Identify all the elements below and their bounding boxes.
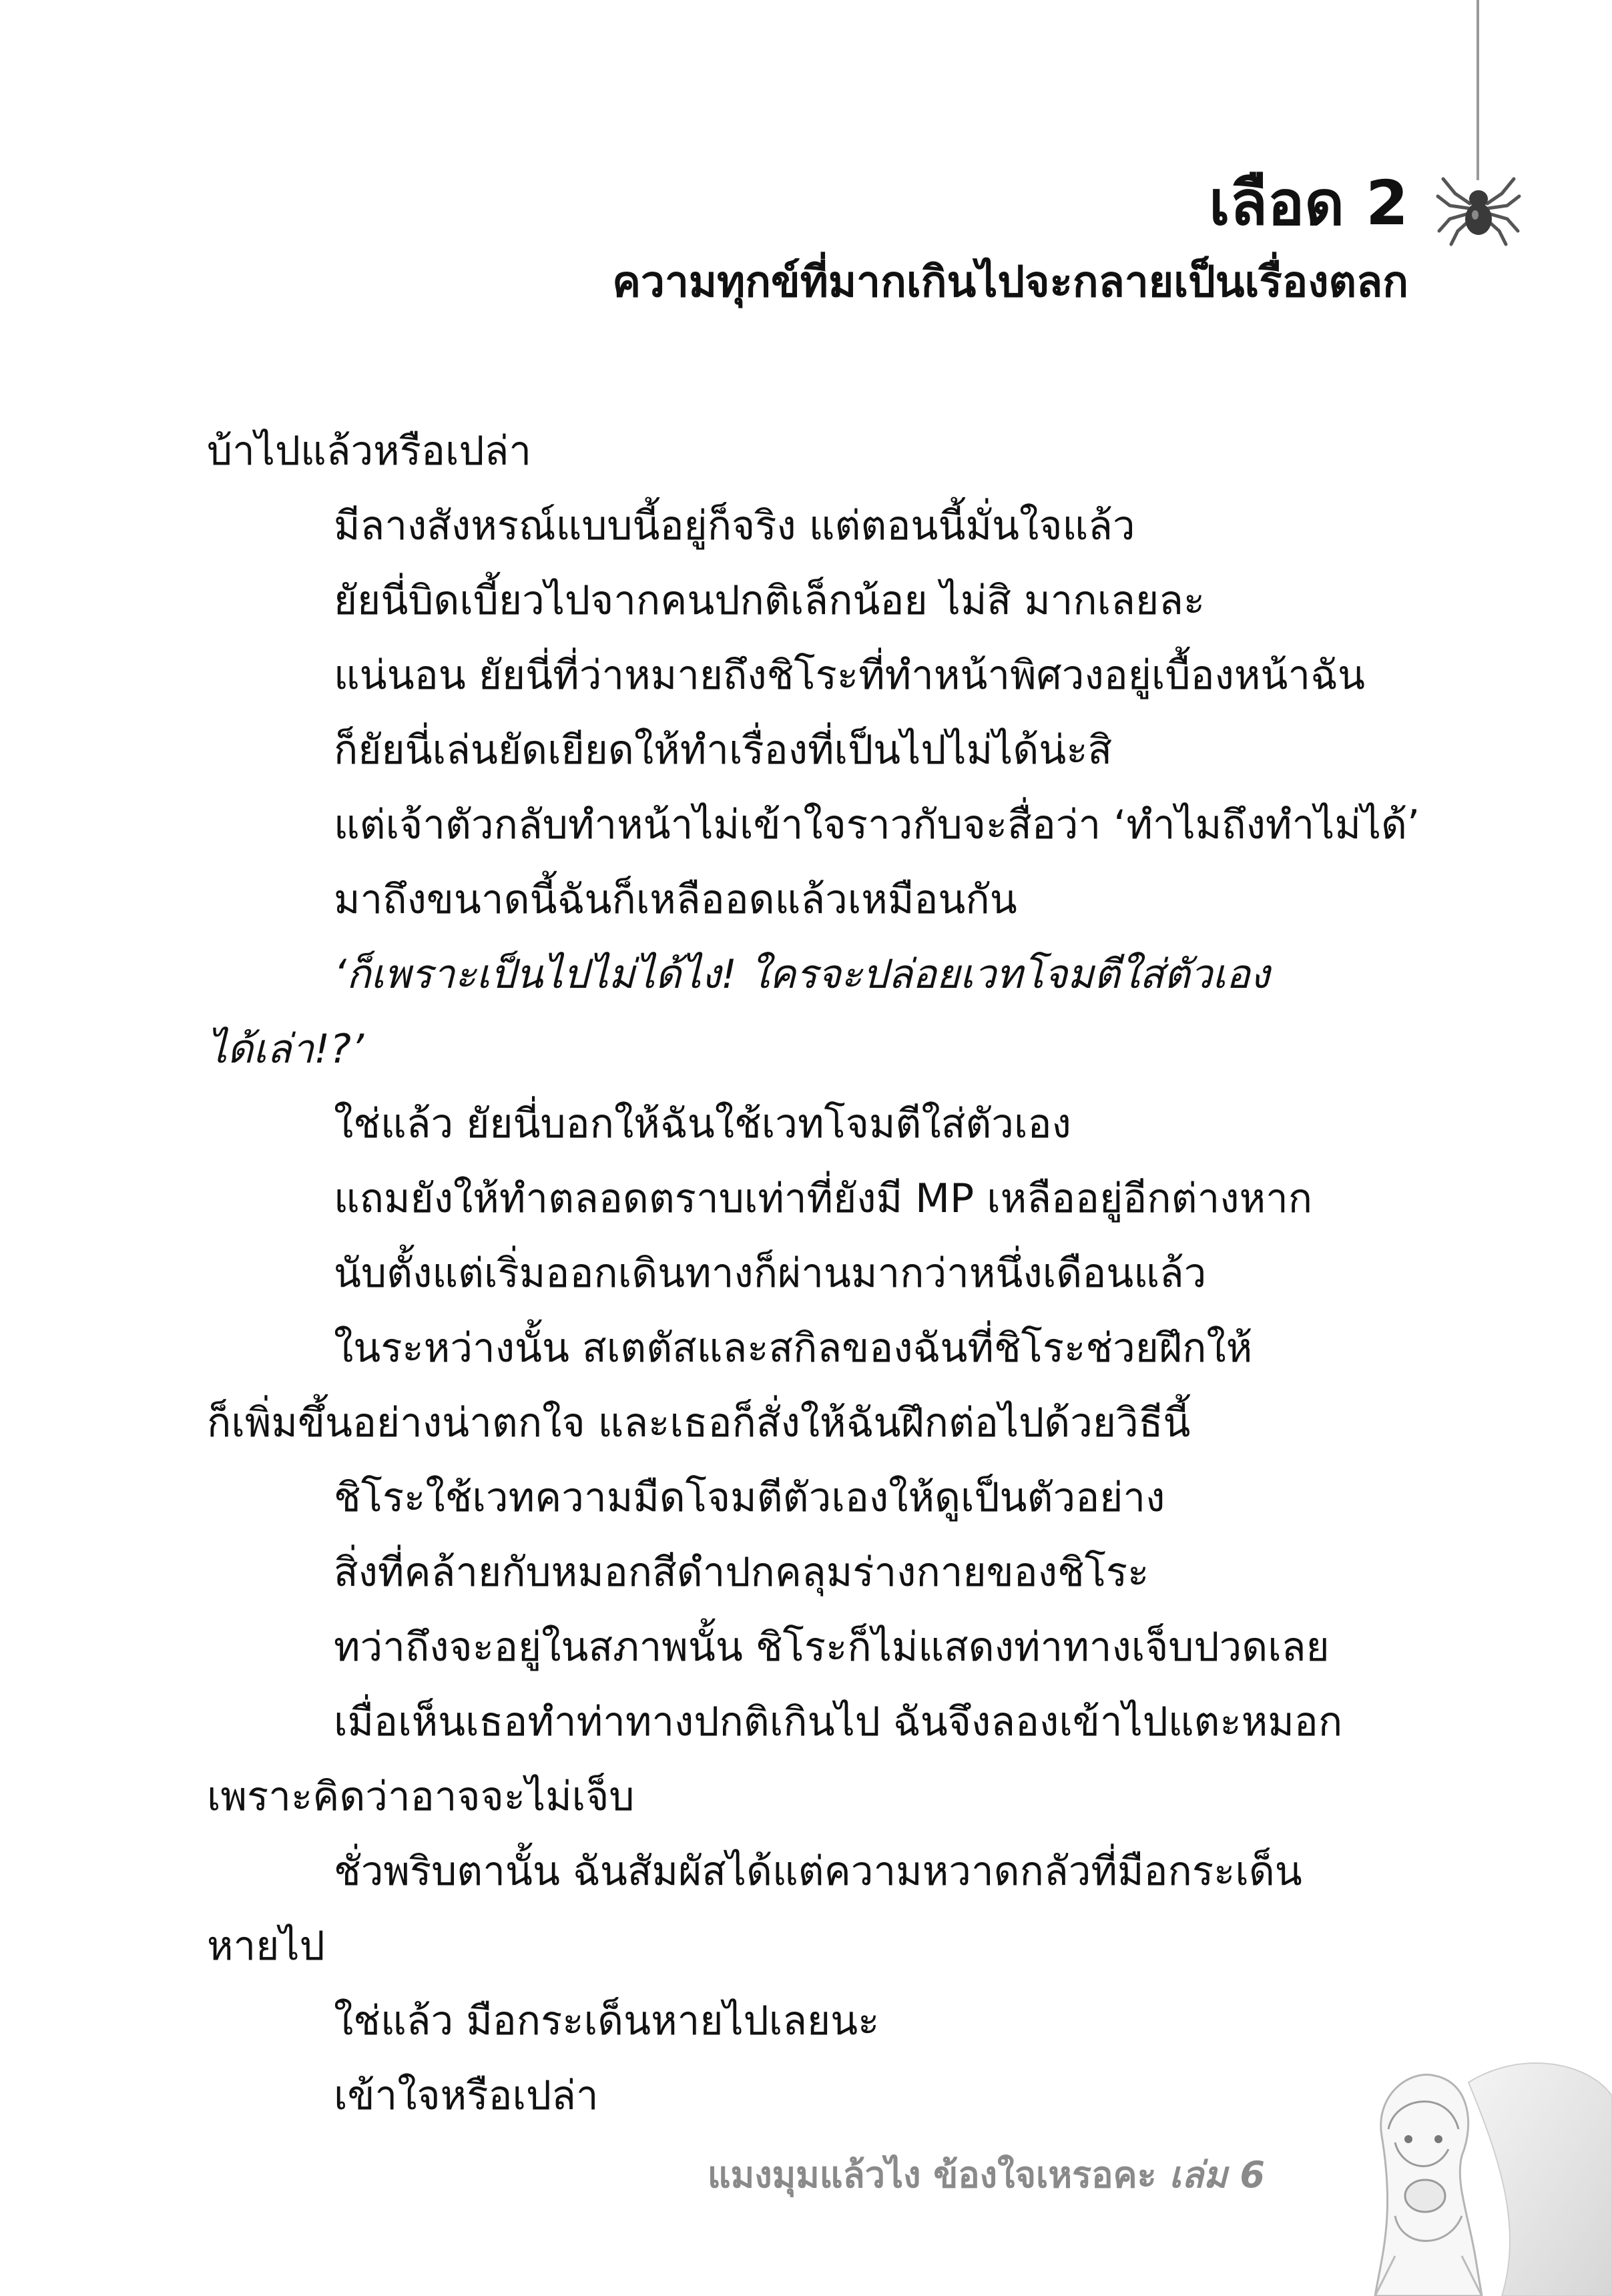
paragraph-line: มีลางสังหรณ์แบบนี้อยู่ก็จริง แต่ตอนนี้มั่นใจแล้ว [334, 503, 1135, 549]
hanging-spider [1435, 0, 1522, 254]
character-illustration [1302, 2056, 1612, 2296]
body-text [207, 414, 1422, 2133]
chapter-title: เลือด 2 [1209, 168, 1408, 239]
paragraph-line: บ้าไปแล้วหรือเปล่า [207, 428, 532, 475]
paragraph-line: หายไป [207, 1923, 325, 1970]
paragraph-line: นับตั้งแต่เริ่มออกเดินทางก็ผ่านมากว่าหนึ่งเดือนแล้ว [334, 1250, 1207, 1297]
quoted-line: ได้เล่า!?’ [207, 1026, 364, 1073]
paragraph-line: ทว่าถึงจะอยู่ในสภาพนั้น ชิโระก็ไม่แสดงท่าทางเจ็บปวดเลย [334, 1624, 1330, 1671]
paragraph-line: ใช่แล้ว มือกระเด็นหายไปเลยนะ [334, 1998, 880, 2044]
paragraph-line: เพราะคิดว่าอาจจะไม่เจ็บ [207, 1773, 635, 1820]
paragraph-line: ชั่วพริบตานั้น ฉันสัมผัสได้แต่ความหวาดกลัวที่มือกระเด็น [334, 1848, 1302, 1895]
paragraph-line: แน่นอน ยัยนี่ที่ว่าหมายถึงชิโระที่ทำหน้าพิศวงอยู่เบื้องหน้าฉัน [334, 652, 1365, 699]
paragraph-line: เมื่อเห็นเธอทำท่าทางปกติเกินไป ฉันจึงลองเข้าไปแตะหมอก [334, 1699, 1343, 1745]
paragraph-line: ยัยนี่บิดเบี้ยวไปจากคนปกติเล็กน้อย ไม่สิ มากเลยละ [334, 577, 1205, 624]
paragraph-line: ใช่แล้ว ยัยนี่บอกให้ฉันใช้เวทโจมตีใส่ตัวเอง [334, 1101, 1071, 1147]
paragraph-line: มาถึงขนาดนี้ฉันก็เหลืออดแล้วเหมือนกัน [334, 876, 1017, 923]
paragraph-line: ก็เพิ่มขึ้นอย่างน่าตกใจ และเธอก็สั่งให้ฉันฝึกต่อไปด้วยวิธีนี้ [207, 1400, 1191, 1446]
paragraph-line: สิ่งที่คล้ายกับหมอกสีดำปกคลุมร่างกายของชิโระ [334, 1549, 1149, 1596]
chapter-subtitle: ความทุกข์ที่มากเกินไปจะกลายเป็นเรื่องตลก [612, 258, 1408, 307]
spider-icon [1435, 167, 1522, 247]
paragraph-line: แต่เจ้าตัวกลับทำหน้าไม่เข้าใจราวกับจะสื่อว่า ‘ทำไมถึงทำไม่ได้’ [334, 802, 1420, 848]
running-footer [708, 2146, 1265, 2203]
paragraph-line: แถมยังให้ทำตลอดตราบเท่าที่ยังมี MP เหลืออยู่อีกต่างหาก [334, 1175, 1313, 1222]
footer-volume: เล่ม 6 [1169, 2154, 1265, 2196]
paragraph-line: ก็ยัยนี่เล่นยัดเยียดให้ทำเรื่องที่เป็นไปไม่ได้น่ะสิ [334, 727, 1113, 774]
footer-series-title: แมงมุมแล้วไง ข้องใจเหรอคะ [707, 2154, 1157, 2196]
paragraph-line: ชิโระใช้เวทความมืดโจมตีตัวเองให้ดูเป็นตัวอย่าง [334, 1474, 1165, 1521]
spider-thread [1476, 0, 1479, 180]
paragraph-line: ในระหว่างนั้น สเตตัสและสกิลของฉันที่ชิโระช่วยฝึกให้ [334, 1325, 1253, 1372]
paragraph-line: เข้าใจหรือเปล่า [334, 2072, 599, 2119]
quoted-line: ‘ก็เพราะเป็นไปไม่ได้ไง! ใครจะปล่อยเวทโจมตีใส่ตัวเอง [334, 951, 1270, 998]
